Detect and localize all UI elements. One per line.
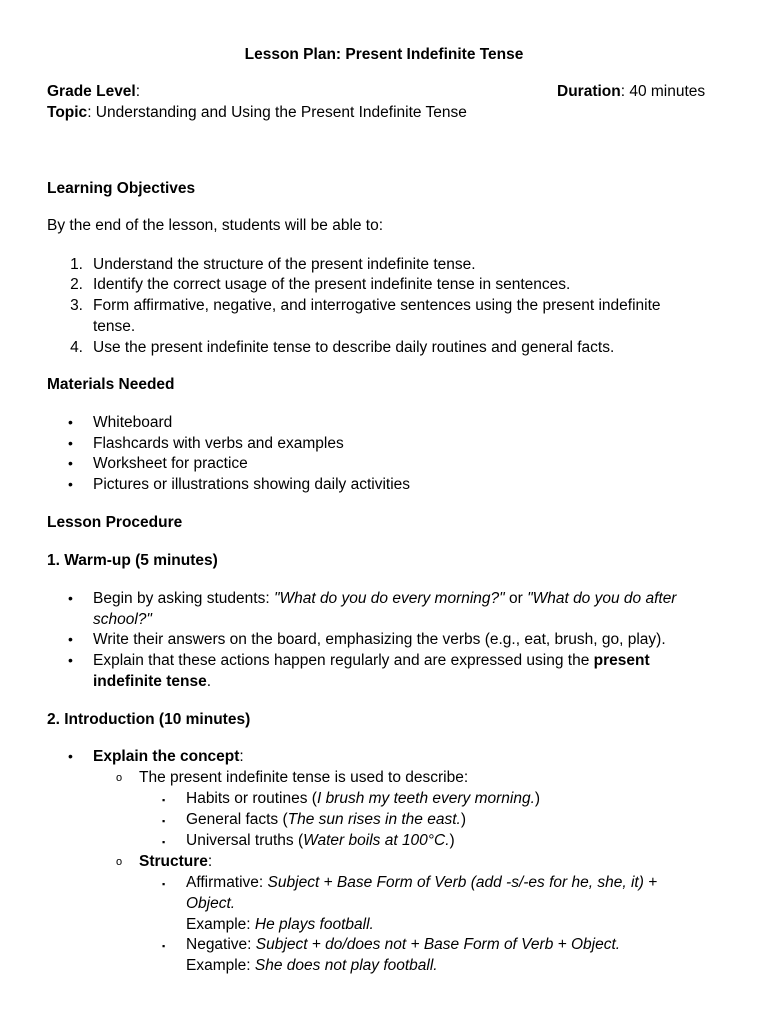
text-run: Universal truths ( xyxy=(186,832,304,849)
item-number: 1. xyxy=(70,256,83,273)
item-text: Form affirmative, negative, and interrogative sentences using the present indefinite xyxy=(93,297,661,314)
bold-term: indefinite tense xyxy=(93,673,207,690)
introduction-heading: 2. Introduction (10 minutes) xyxy=(47,711,251,728)
procedure-heading: Lesson Procedure xyxy=(47,514,183,531)
example-italic: The sun rises in the east. xyxy=(287,811,461,828)
warmup-heading: 1. Warm-up (5 minutes) xyxy=(47,552,218,569)
example-italic: I brush my teeth every morning. xyxy=(316,790,535,807)
item-text: Worksheet for practice xyxy=(93,455,248,472)
text-run: ) xyxy=(449,832,455,849)
question-one: "What do you do every morning?" xyxy=(273,590,505,607)
example-line xyxy=(186,914,374,935)
text-run: Example: xyxy=(186,916,255,933)
item-text xyxy=(186,830,455,851)
topic-value: : Understanding and Using the Present Indefinite Tense xyxy=(87,104,467,121)
item-text: The present indefinite tense is used to describe: xyxy=(139,769,469,786)
item-text: Flashcards with verbs and examples xyxy=(93,435,344,452)
text-run: Affirmative: xyxy=(186,874,268,891)
item-number: 3. xyxy=(70,297,83,314)
text-run: . xyxy=(206,673,211,690)
text-run: Example: xyxy=(186,957,255,974)
bold-term: present xyxy=(593,652,650,669)
materials-heading: Materials Needed xyxy=(47,376,175,393)
bullet-icon: • xyxy=(68,748,73,764)
item-number: 4. xyxy=(70,339,83,356)
bullet-icon: • xyxy=(68,590,73,606)
document-title: Lesson Plan: Present Indefinite Tense xyxy=(244,46,524,63)
square-bullet-icon: ▪ xyxy=(162,795,166,805)
text-run: Negative: xyxy=(186,936,256,953)
example-italic: She does not play football. xyxy=(254,957,438,974)
item-text xyxy=(93,746,244,767)
item-text: Pictures or illustrations showing daily activities xyxy=(93,476,411,493)
text-run: General facts ( xyxy=(186,811,288,828)
formula-continued: Object. xyxy=(186,895,236,912)
grade-level-label: Grade Level xyxy=(47,83,136,100)
item-text: Write their answers on the board, emphasizing the verbs (e.g., eat, brush, go, play). xyxy=(93,631,666,648)
item-text-continued: tense. xyxy=(93,318,136,335)
bullet-icon: • xyxy=(68,631,73,647)
formula-italic: Subject + do/does not + Base Form of Verb + Object. xyxy=(255,936,621,953)
item-text: Whiteboard xyxy=(93,414,173,431)
square-bullet-icon: ▪ xyxy=(162,816,166,826)
formula-italic: Subject + Base Form of Verb (add -s/-es for he, she, it) + xyxy=(267,874,658,891)
question-two-continued: school?" xyxy=(93,611,152,628)
item-number: 2. xyxy=(70,276,83,293)
grade-level-line xyxy=(47,81,140,102)
duration-line xyxy=(557,81,705,102)
square-bullet-icon: ▪ xyxy=(162,941,166,951)
bullet-icon: • xyxy=(68,652,73,668)
item-text xyxy=(186,809,466,830)
text-run: : xyxy=(207,853,213,870)
example-italic: He plays football. xyxy=(254,916,374,933)
item-text xyxy=(93,588,676,609)
text-run: ) xyxy=(460,811,466,828)
item-text: Identify the correct usage of the present indefinite tense in sentences. xyxy=(93,276,571,293)
objectives-heading: Learning Objectives xyxy=(47,180,196,197)
grade-level-sep: : xyxy=(135,83,141,100)
item-text-continued xyxy=(93,671,211,692)
bold-term: Explain the concept xyxy=(93,748,240,765)
square-bullet-icon: ▪ xyxy=(162,879,166,889)
text-run: : xyxy=(239,748,244,765)
bullet-icon: • xyxy=(68,455,73,471)
item-text xyxy=(139,851,212,872)
text-run: ) xyxy=(534,790,541,807)
item-text xyxy=(93,650,650,671)
duration-label: Duration xyxy=(557,83,621,100)
item-text xyxy=(186,788,540,809)
topic-label: Topic xyxy=(47,104,88,121)
question-two: "What do you do after xyxy=(527,590,677,607)
objectives-intro: By the end of the lesson, students will be able to: xyxy=(47,217,384,234)
item-text: Understand the structure of the present indefinite tense. xyxy=(93,256,476,273)
text-run: Begin by asking students: xyxy=(93,590,274,607)
text-run: or xyxy=(504,590,528,607)
duration-value: : 40 minutes xyxy=(620,83,706,100)
bullet-icon: • xyxy=(68,476,73,492)
bullet-icon: • xyxy=(68,435,73,451)
square-bullet-icon: ▪ xyxy=(162,837,166,847)
item-text: Use the present indefinite tense to describe daily routines and general facts. xyxy=(93,339,615,356)
topic-line xyxy=(47,102,467,123)
item-text xyxy=(186,872,657,893)
example-line xyxy=(186,955,438,976)
circle-bullet-icon: o xyxy=(116,772,123,784)
example-italic: Water boils at 100°C. xyxy=(303,832,450,849)
bullet-icon: • xyxy=(68,414,73,430)
item-text xyxy=(186,934,620,955)
circle-bullet-icon: o xyxy=(116,856,123,868)
bold-term: Structure xyxy=(139,853,208,870)
text-run: Habits or routines ( xyxy=(186,790,317,807)
text-run: Explain that these actions happen regularly and are expressed using the xyxy=(93,652,594,669)
